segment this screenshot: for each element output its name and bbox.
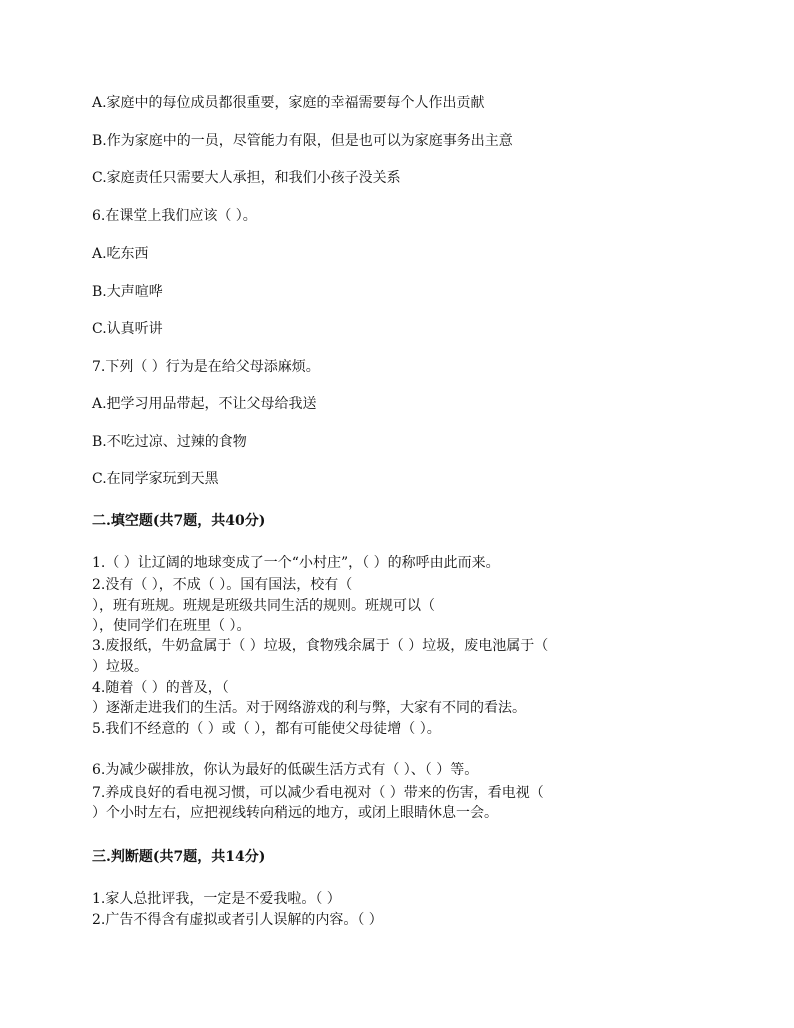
fill-line: 3.废报纸，牛奶盒属于（ ）垃圾，食物残余属于（ ）垃圾，废电池属于（ bbox=[92, 638, 549, 654]
fill-line: ），使同学们在班里（ ）。 bbox=[92, 618, 251, 634]
judge-line: 2.广告不得含有虚拟或者引人误解的内容。（ ） bbox=[92, 912, 383, 928]
q7-option-c: C.在同学家玩到天黑 bbox=[92, 471, 219, 487]
q5-option-a: A.家庭中的每位成员都很重要，家庭的幸福需要每个人作出贡献 bbox=[92, 95, 485, 111]
q6-option-a: A.吃东西 bbox=[92, 246, 149, 262]
fill-line: 1.（ ）让辽阔的地球变成了一个“小村庄”，（ ）的称呼由此而来。 bbox=[92, 555, 500, 571]
fill-line: 2.没有（ ），不成（ ）。国有国法，校有（ bbox=[92, 577, 353, 593]
q6-stem: 6.在课堂上我们应该（ ）。 bbox=[92, 208, 257, 224]
fill-line: 6.为减少碳排放，你认为最好的低碳生活方式有（ ）、（ ）等。 bbox=[92, 762, 479, 778]
q7-option-a: A.把学习用品带起，不让父母给我送 bbox=[92, 396, 317, 412]
q7-stem: 7.下列（ ）行为是在给父母添麻烦。 bbox=[92, 359, 320, 375]
judge-line: 1.家人总批评我，一定是不爱我啦。（ ） bbox=[92, 891, 341, 907]
fill-line: ）逐渐走进我们的生活。对于网络游戏的利与弊，大家有不同的看法。 bbox=[92, 700, 526, 716]
fill-line: 5.我们不经意的（ ）或（ ），都有可能使父母徒增（ ）。 bbox=[92, 721, 441, 737]
fill-line: ），班有班规。班规是班级共同生活的规则。班规可以（ bbox=[92, 598, 435, 614]
q7-option-b: B.不吃过凉、过辣的食物 bbox=[92, 434, 247, 450]
q5-option-b: B.作为家庭中的一员，尽管能力有限，但是也可以为家庭事务出主意 bbox=[92, 133, 513, 149]
q6-option-c: C.认真听讲 bbox=[92, 321, 163, 337]
fill-line: 4.随着（ ）的普及，（ bbox=[92, 680, 229, 696]
q5-option-c: C.家庭责任只需要大人承担，和我们小孩子没关系 bbox=[92, 170, 401, 186]
fill-line: 7.养成良好的看电视习惯，可以减少看电视对（ ）带来的伤害，看电视（ bbox=[92, 785, 544, 801]
fill-line: ）个小时左右，应把视线转向稍远的地方，或闭上眼睛休息一会。 bbox=[92, 805, 498, 821]
fill-line: ）垃圾。 bbox=[92, 659, 148, 675]
section3-title: 三.判断题(共7题，共14分) bbox=[92, 849, 266, 865]
q6-option-b: B.大声喧哗 bbox=[92, 284, 163, 300]
section2-title: 二.填空题(共7题，共40分) bbox=[92, 513, 266, 529]
